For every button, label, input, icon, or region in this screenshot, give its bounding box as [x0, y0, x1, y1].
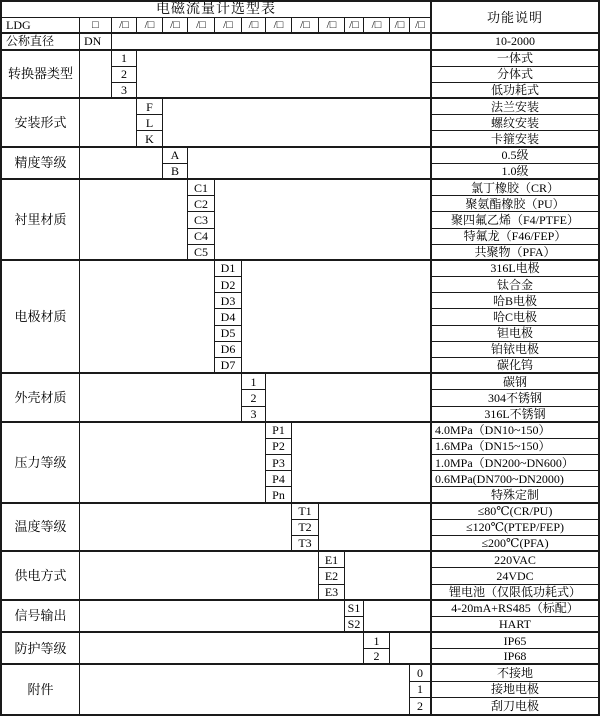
- empty-cell: [390, 633, 432, 665]
- row-label: 衬里材质: [2, 180, 80, 261]
- code-cell: 2: [364, 649, 390, 665]
- model-code-slot: /□: [112, 18, 137, 34]
- code-cell: 1: [242, 374, 266, 390]
- desc-cell: IP68: [432, 649, 598, 665]
- code-cell: S1: [345, 601, 364, 617]
- empty-cell: [80, 374, 242, 423]
- empty-cell: [80, 261, 215, 374]
- table-title: 电磁流量计选型表: [2, 2, 432, 18]
- empty-cell: [319, 504, 432, 553]
- model-code-slot: /□: [215, 18, 242, 34]
- desc-cell: 低功耗式: [432, 83, 598, 99]
- model-code-slot: /□: [188, 18, 215, 34]
- code-cell: 2: [112, 67, 137, 83]
- desc-cell: 氯丁橡胶（CR）: [432, 180, 598, 196]
- desc-cell: ≤200℃(PFA): [432, 536, 598, 552]
- desc-cell: 4.0MPa（DN10~150）: [432, 423, 598, 439]
- empty-cell: [80, 99, 137, 148]
- code-cell: E2: [319, 568, 345, 584]
- code-cell: T1: [292, 504, 319, 520]
- desc-cell: 螺纹安装: [432, 115, 598, 131]
- code-cell: D6: [215, 342, 242, 358]
- empty-cell: [292, 423, 432, 504]
- desc-cell: 特氟龙（F46/FEP）: [432, 229, 598, 245]
- model-code-slot: /□: [345, 18, 364, 34]
- code-cell: A: [163, 148, 188, 164]
- desc-cell: 钽电极: [432, 326, 598, 342]
- empty-cell: [80, 601, 345, 633]
- code-cell: 2: [410, 698, 432, 714]
- code-cell: P1: [266, 423, 292, 439]
- code-cell: P2: [266, 439, 292, 455]
- code-cell: P3: [266, 455, 292, 471]
- model-box-slot: □: [80, 18, 112, 34]
- code-cell: 1: [112, 51, 137, 67]
- row-label: 防护等级: [2, 633, 80, 665]
- code-cell: F: [137, 99, 163, 115]
- row-label: 温度等级: [2, 504, 80, 553]
- desc-cell: 刮刀电极: [490, 698, 539, 713]
- empty-cell: [188, 148, 432, 180]
- desc-cell: 316L不锈钢: [432, 407, 598, 423]
- code-cell: S2: [345, 617, 364, 633]
- row-label: 压力等级: [2, 423, 80, 504]
- desc-cell: 聚四氟乙烯（F4/PTFE）: [432, 212, 598, 228]
- desc-cell: ≤120℃(PTEP/FEP): [432, 520, 598, 536]
- row-label: 外壳材质: [2, 374, 80, 423]
- desc-cell: 聚氨酯橡胶（PU）: [432, 196, 598, 212]
- desc-cell: HART: [432, 617, 598, 633]
- desc-cell: 24VDC: [432, 568, 598, 584]
- code-cell: 1: [410, 682, 432, 698]
- code-cell: C1: [188, 180, 215, 196]
- empty-cell: [80, 51, 112, 100]
- empty-cell: [80, 552, 319, 601]
- row-label: 供电方式: [2, 552, 80, 601]
- desc-cell: 碳化钨: [432, 358, 598, 374]
- code-cell: 1: [364, 633, 390, 649]
- model-code-slot: /□: [390, 18, 410, 34]
- row-label: 精度等级: [2, 148, 80, 180]
- desc-cell: 分体式: [432, 67, 598, 83]
- code-cell: T2: [292, 520, 319, 536]
- code-cell: C2: [188, 196, 215, 212]
- model-code-slot: /□: [292, 18, 319, 34]
- empty-cell: [242, 261, 432, 374]
- code-cell: D1: [215, 261, 242, 277]
- code-cell: K: [137, 131, 163, 147]
- desc-cell: 法兰安装: [432, 99, 598, 115]
- model-code-slot: /□: [242, 18, 266, 34]
- empty-cell: [137, 51, 432, 100]
- code-cell: C3: [188, 212, 215, 228]
- model-code-slot: /□: [410, 18, 432, 34]
- empty-cell: [112, 34, 432, 50]
- empty-cell: [80, 423, 266, 504]
- empty-cell: [345, 552, 432, 601]
- empty-cell: [364, 601, 432, 633]
- code-cell: D7: [215, 358, 242, 374]
- code-cell: D3: [215, 293, 242, 309]
- diameter-code: DN: [80, 34, 112, 50]
- desc-cell: 共聚物（PFA）: [432, 245, 598, 261]
- desc-cell: 0.6MPa(DN700~DN2000): [432, 471, 598, 487]
- row-label: 安装形式: [2, 99, 80, 148]
- model-code-slot: /□: [163, 18, 188, 34]
- model-code-slot: /□: [266, 18, 292, 34]
- code-cell: P4: [266, 471, 292, 487]
- model-prefix: LDG: [2, 18, 80, 34]
- desc-cell: 碳钢: [432, 374, 598, 390]
- code-cell: 2: [242, 390, 266, 406]
- desc-cell: 特殊定制: [432, 487, 598, 503]
- empty-cell: [80, 504, 292, 553]
- row-label: 电极材质: [2, 261, 80, 374]
- code-cell: B: [163, 164, 188, 180]
- desc-cell: 卡箍安装: [432, 131, 598, 147]
- desc-cell: 不接地: [432, 665, 598, 681]
- empty-cell: [80, 148, 163, 180]
- row-label-diameter: 公称直径: [2, 34, 80, 50]
- desc-cell: IP65: [432, 633, 598, 649]
- code-cell: T3: [292, 536, 319, 552]
- desc-cell: 接地电极: [432, 682, 598, 698]
- model-code-slot: /□: [319, 18, 345, 34]
- desc-cell: 哈C电极: [432, 309, 598, 325]
- function-column-header: 功能说明: [432, 2, 598, 34]
- empty-cell: [80, 180, 188, 261]
- desc-cell: 1.0MPa（DN200~DN600）: [432, 455, 598, 471]
- desc-cell: ≤80℃(CR/PU): [432, 504, 598, 520]
- code-cell: E3: [319, 585, 345, 601]
- desc-cell: 1.0级: [432, 164, 598, 180]
- desc-cell: 铂铱电极: [432, 342, 598, 358]
- diameter-range: 10-2000: [432, 34, 598, 50]
- desc-cell: 1.6MPa（DN15~150）: [432, 439, 598, 455]
- code-cell: D5: [215, 326, 242, 342]
- empty-cell: [163, 99, 432, 148]
- empty-cell: [80, 665, 410, 714]
- row-label: 信号输出: [2, 601, 80, 633]
- code-cell: 3: [242, 407, 266, 423]
- desc-cell: 4-20mA+RS485（标配）: [432, 601, 598, 617]
- code-cell: 3: [112, 83, 137, 99]
- row-label: 附件: [2, 665, 80, 714]
- code-cell: L: [137, 115, 163, 131]
- desc-cell: 钛合金: [432, 277, 598, 293]
- desc-cell: 哈B电极: [432, 293, 598, 309]
- code-cell: C5: [188, 245, 215, 261]
- desc-cell: 锂电池（仅限低功耗式）: [432, 585, 598, 601]
- code-cell: C4: [188, 229, 215, 245]
- model-code-slot: /□: [364, 18, 390, 34]
- code-cell: D2: [215, 277, 242, 293]
- empty-cell: [266, 374, 432, 423]
- code-cell: Pn: [266, 487, 292, 503]
- model-code-slot: /□: [137, 18, 163, 34]
- empty-cell: [215, 180, 432, 261]
- desc-cell: 0.5级: [432, 148, 598, 164]
- code-cell: D4: [215, 309, 242, 325]
- empty-cell: [80, 633, 364, 665]
- desc-cell: 316L电极: [432, 261, 598, 277]
- desc-cell: 一体式: [432, 51, 598, 67]
- desc-cell: 220VAC: [432, 552, 598, 568]
- row-label: 转换器类型: [2, 51, 80, 100]
- code-cell: 0: [410, 665, 432, 681]
- desc-cell: 304不锈钢: [432, 390, 598, 406]
- code-cell: E1: [319, 552, 345, 568]
